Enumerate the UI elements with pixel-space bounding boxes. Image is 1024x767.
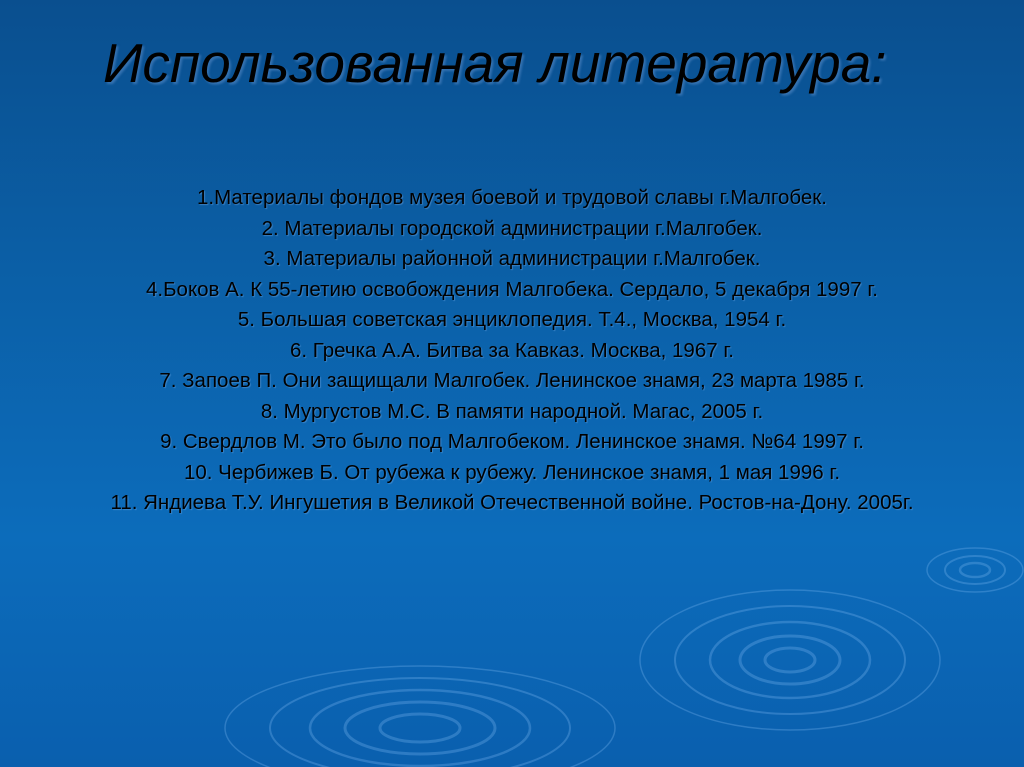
reference-item-10: 10. Чербижев Б. От рубежа к рубежу. Ленинское знамя, 1 мая 1996 г. <box>183 460 841 484</box>
reference-item-5: 5. Большая советская энциклопедия. Т.4., Москва, 1954 г. <box>237 308 787 331</box>
reference-item-3: 3. Материалы районной администрации г.Малгобек. <box>263 247 761 270</box>
slide-title: Использованная литература: <box>103 32 887 94</box>
reference-item-8: 8. Мургустов М.С. В памяти народной. Магас, 2005 г. <box>260 399 764 423</box>
reference-list <box>0 183 1024 519</box>
reference-item-2: 2. Материалы городской администрации г.Малгобек. <box>261 216 763 240</box>
reference-item-6: 6. Гречка А.А. Битва за Кавказ. Москва, 1967 г. <box>289 338 734 362</box>
reference-item-4: 4.Боков А. К 55-летию освобождения Малгобека. Сердало, 5 декабря 1997 г. <box>146 277 878 301</box>
reference-item-11: 11. Яндиева Т.У. Ингушетия в Великой Отечественной войне. Ростов-на-Дону. 2005г. <box>110 491 914 514</box>
reference-item-9: 9. Свердлов М. Это было под Малгобеком. Ленинское знамя. №64 1997 г. <box>160 430 864 453</box>
reference-item-7: 7. Запоев П. Они защищали Малгобек. Ленинское знамя, 23 марта 1985 г. <box>159 369 865 392</box>
reference-item-1: 1.Материалы фондов музея боевой и трудовой славы г.Малгобек. <box>197 186 827 209</box>
